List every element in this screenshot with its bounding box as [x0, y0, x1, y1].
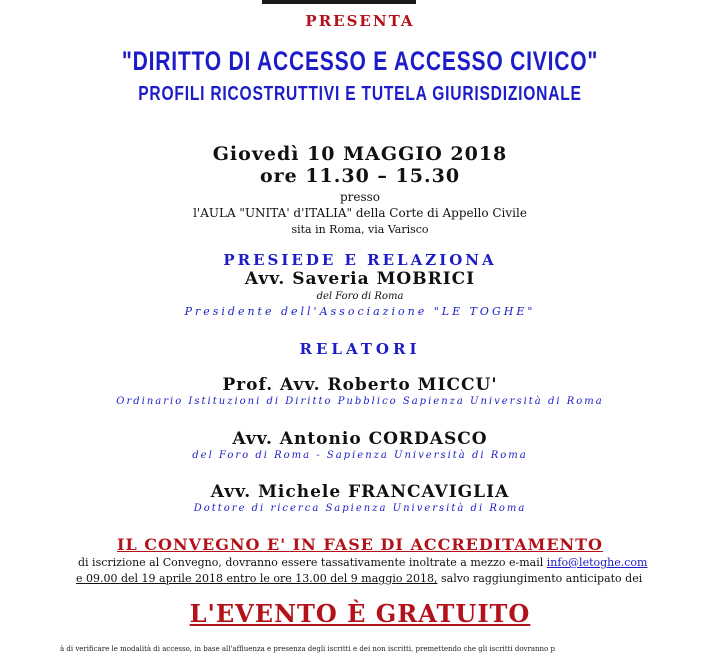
registration-dates: [76, 572, 642, 585]
event-title: "DIRITTO DI ACCESSO E ACCESSO CIVICO": [121, 46, 599, 76]
presidente-foro: del Foro di Roma: [316, 291, 404, 302]
registration-line: di iscrizione al Convegno, dovranno essere tassativamente inoltrate a mezzo e-mail: [78, 556, 547, 569]
relatore-description: del Foro di Roma - Sapienza Università di Roma: [192, 450, 528, 461]
event-date: Giovedì 10 MAGGIO 2018: [212, 143, 508, 165]
presenta-label: PRESENTA: [305, 12, 415, 30]
registration-text: [78, 556, 647, 569]
relatore-description: Ordinario Istituzioni di Diritto Pubblico Sapienza Università di Roma: [116, 396, 604, 407]
accreditamento-heading: IL CONVEGNO E' IN FASE DI ACCREDITAMENTO: [117, 535, 603, 554]
presidente-name: Avv. Saveria MOBRICI: [244, 269, 476, 289]
relatore-name: Avv. Antonio CORDASCO: [232, 429, 488, 449]
event-time: ore 11.30 – 15.30: [259, 165, 461, 187]
relatore-name: Prof. Avv. Roberto MICCU': [222, 375, 498, 395]
event-address: sita in Roma, via Varisco: [291, 223, 429, 236]
registration-note: salvo raggiungimento anticipato dei: [437, 572, 643, 585]
event-venue: l'AULA "UNITA' d'ITALIA" della Corte di Appello Civile: [193, 206, 527, 220]
event-presso: presso: [339, 190, 381, 204]
presidente-role: Presidente dell'Associazione "LE TOGHE": [184, 305, 536, 318]
footer-note: à di verificare le modalità di accesso, in base all'affluenza e presenza degli iscritti e dei non iscritti, premettendo che gli iscritti dovranno p: [60, 645, 555, 653]
event-subtitle: PROFILI RICOSTRUTTIVI E TUTELA GIURISDIZIONALE: [138, 83, 582, 105]
email-link[interactable]: info@letoghe.com: [546, 556, 648, 569]
logo-fragment: [262, 0, 416, 4]
registration-deadline: e 09.00 del 19 aprile 2018 entro le ore 13.00 del 9 maggio 2018,: [76, 572, 438, 585]
relatore-name: Avv. Michele FRANCAVIGLIA: [210, 482, 510, 502]
relatori-heading: RELATORI: [299, 340, 421, 358]
relatore-description: Dottore di ricerca Sapienza Università di Roma: [193, 503, 527, 514]
free-event-banner: L'EVENTO È GRATUITO: [189, 599, 531, 628]
presiede-heading: PRESIEDE E RELAZIONA: [223, 251, 497, 269]
